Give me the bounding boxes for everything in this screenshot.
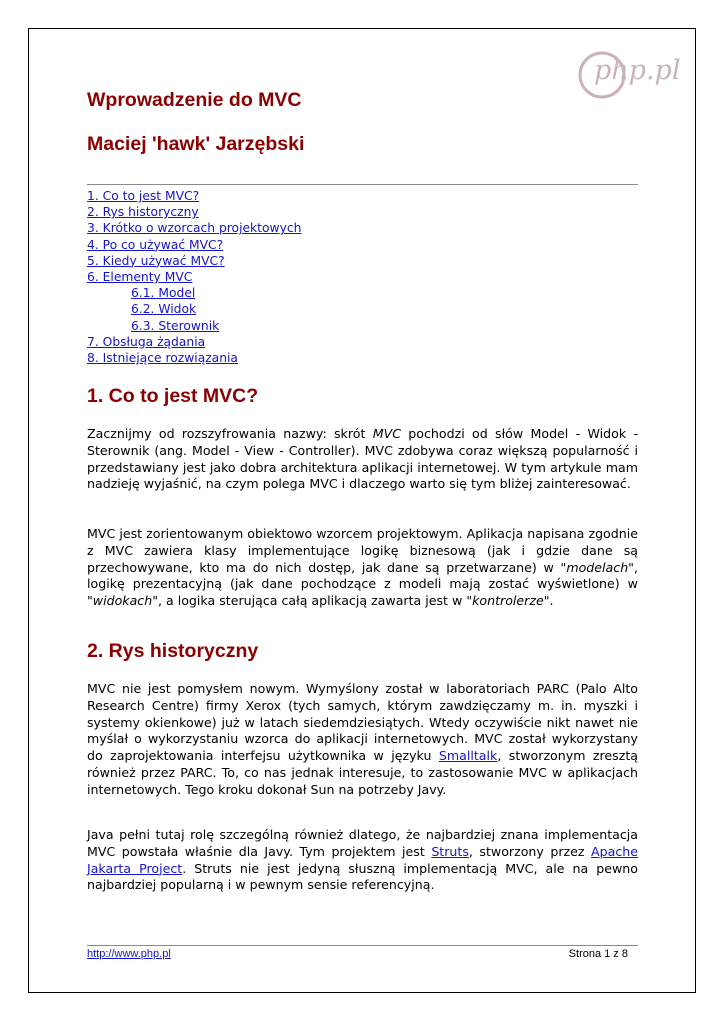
- toc-item[interactable]: [87, 269, 301, 285]
- text-run: , a logika sterująca całą aplikacją zawarta jest w: [158, 593, 467, 609]
- toc-link-7[interactable]: 7. Obsługa żądania: [87, 334, 206, 349]
- section-1-paragraph-1: [87, 426, 638, 493]
- footer-site-link[interactable]: http://www.php.pl: [87, 948, 171, 960]
- toc-link-8[interactable]: 8. Istniejące rozwiązania: [87, 351, 238, 366]
- page-number: Strona 1 z 8: [568, 948, 628, 960]
- toc-subitem[interactable]: [87, 285, 301, 301]
- apache-jakarta-link[interactable]: Apache Jakarta Project: [87, 843, 638, 876]
- toc-item[interactable]: [87, 334, 301, 350]
- toc-item[interactable]: [87, 204, 301, 220]
- smalltalk-link[interactable]: Smalltalk: [438, 748, 498, 764]
- text-run: , logikę prezentacyjną (jak dane pochodzące z modeli mają zostać wyświetlone) w: [87, 559, 638, 592]
- text-run-italic: "widokach": [87, 593, 158, 609]
- toc-item[interactable]: [87, 350, 301, 366]
- toc-item[interactable]: [87, 237, 301, 253]
- footer-divider: [87, 945, 638, 946]
- section-1-heading: 1. Co to jest MVC?: [87, 385, 259, 407]
- toc-link-6-3[interactable]: 6.3. Sterownik: [131, 318, 220, 333]
- text-run: Java pełni tutaj rolę szczególną również dlatego, że najbardziej znana implementacja MVC powstała właśnie dla Javy. Tym projektem jest: [87, 827, 638, 859]
- text-run: pochodzi od słów Model - Widok - Sterownik (ang. Model - View - Controller). MVC zdobywa coraz większą popularność i przedstawiany jest jako dobra architektura aplikacji internetowej. W tym artykule mam nadzieję wyjaśnić, na czym polega MVC i dlaczego warto się tym bliżej zainteresować.: [87, 426, 638, 492]
- toc-link-1[interactable]: 1. Co to jest MVC?: [87, 189, 200, 203]
- document-author: Maciej 'hawk' Jarzębski: [87, 133, 305, 155]
- toc-item[interactable]: [87, 253, 301, 269]
- toc-link-2[interactable]: 2. Rys historyczny: [87, 205, 199, 220]
- toc-link-5[interactable]: 5. Kiedy używać MVC?: [87, 253, 225, 268]
- toc-link-6-2[interactable]: 6.2. Widok: [131, 302, 197, 317]
- text-run: , stworzonym zresztą również przez PARC. To, co nas jednak interesuje, to zastosowanie MVC w aplikacjach internetowych. Tego kroku dokonał Sun na potrzeby Javy.: [87, 748, 638, 797]
- toc-link-6-1[interactable]: 6.1. Model: [131, 286, 196, 301]
- table-of-contents: [87, 188, 301, 366]
- text-run: MVC nie jest pomysłem nowym. Wymyślony został w laboratoriach PARC (Palo Alto Research Centre) firmy Xerox (tych samych, którym zawdzięczamy m. in. myszki i systemy okienkowe) już w latach siedemdziesiątych. Wtedy oczywiście nikt nawet nie myślał o wykorzystaniu wzorca do aplikacji internetowych. MVC został wykorzystany do zaprojektowania interfejsu użytkownika w języku: [87, 681, 638, 764]
- section-2-paragraph-2: [87, 827, 638, 894]
- toc-link-3[interactable]: 3. Krótko o wzorcach projektowych: [87, 221, 302, 236]
- section-2-paragraph-1: [87, 681, 638, 799]
- text-run: Zacznijmy od rozszyfrowania nazwy: skrót: [87, 426, 373, 441]
- text-run: , stworzony przez: [468, 843, 592, 859]
- toc-item[interactable]: [87, 188, 301, 204]
- toc-item[interactable]: [87, 220, 301, 236]
- toc-subitem[interactable]: [87, 301, 301, 317]
- section-1-paragraph-2: [87, 526, 638, 610]
- header-divider: [87, 184, 638, 185]
- struts-link[interactable]: Struts: [431, 843, 469, 859]
- php-pl-logo: [578, 43, 690, 105]
- section-2-heading: 2. Rys historyczny: [87, 640, 259, 662]
- logo-text: php.pl: [594, 55, 681, 86]
- text-run: MVC jest zorientowanym obiektowo wzorcem projektowym. Aplikacja napisana zgodnie z MVC zawiera klasy implementujące logikę biznesową (jak i gdzie dane są przechowywane, kto ma do nich dostęp, jak dane są przetwarzane) w: [87, 526, 638, 575]
- toc-link-4[interactable]: 4. Po co używać MVC?: [87, 237, 224, 252]
- text-run-italic: "modelach": [560, 559, 634, 575]
- document-title: Wprowadzenie do MVC: [87, 89, 302, 111]
- text-run-italic: "kontrolerze": [466, 593, 550, 609]
- text-run-italic: MVC: [372, 426, 401, 441]
- toc-link-6[interactable]: 6. Elementy MVC: [87, 270, 193, 285]
- toc-subitem[interactable]: [87, 318, 301, 334]
- text-run: . Struts nie jest jedyną słuszną implementacją MVC, ale na pewno najbardziej popularną i w pewnym sensie referencyjną.: [87, 860, 638, 893]
- text-run: .: [549, 593, 554, 609]
